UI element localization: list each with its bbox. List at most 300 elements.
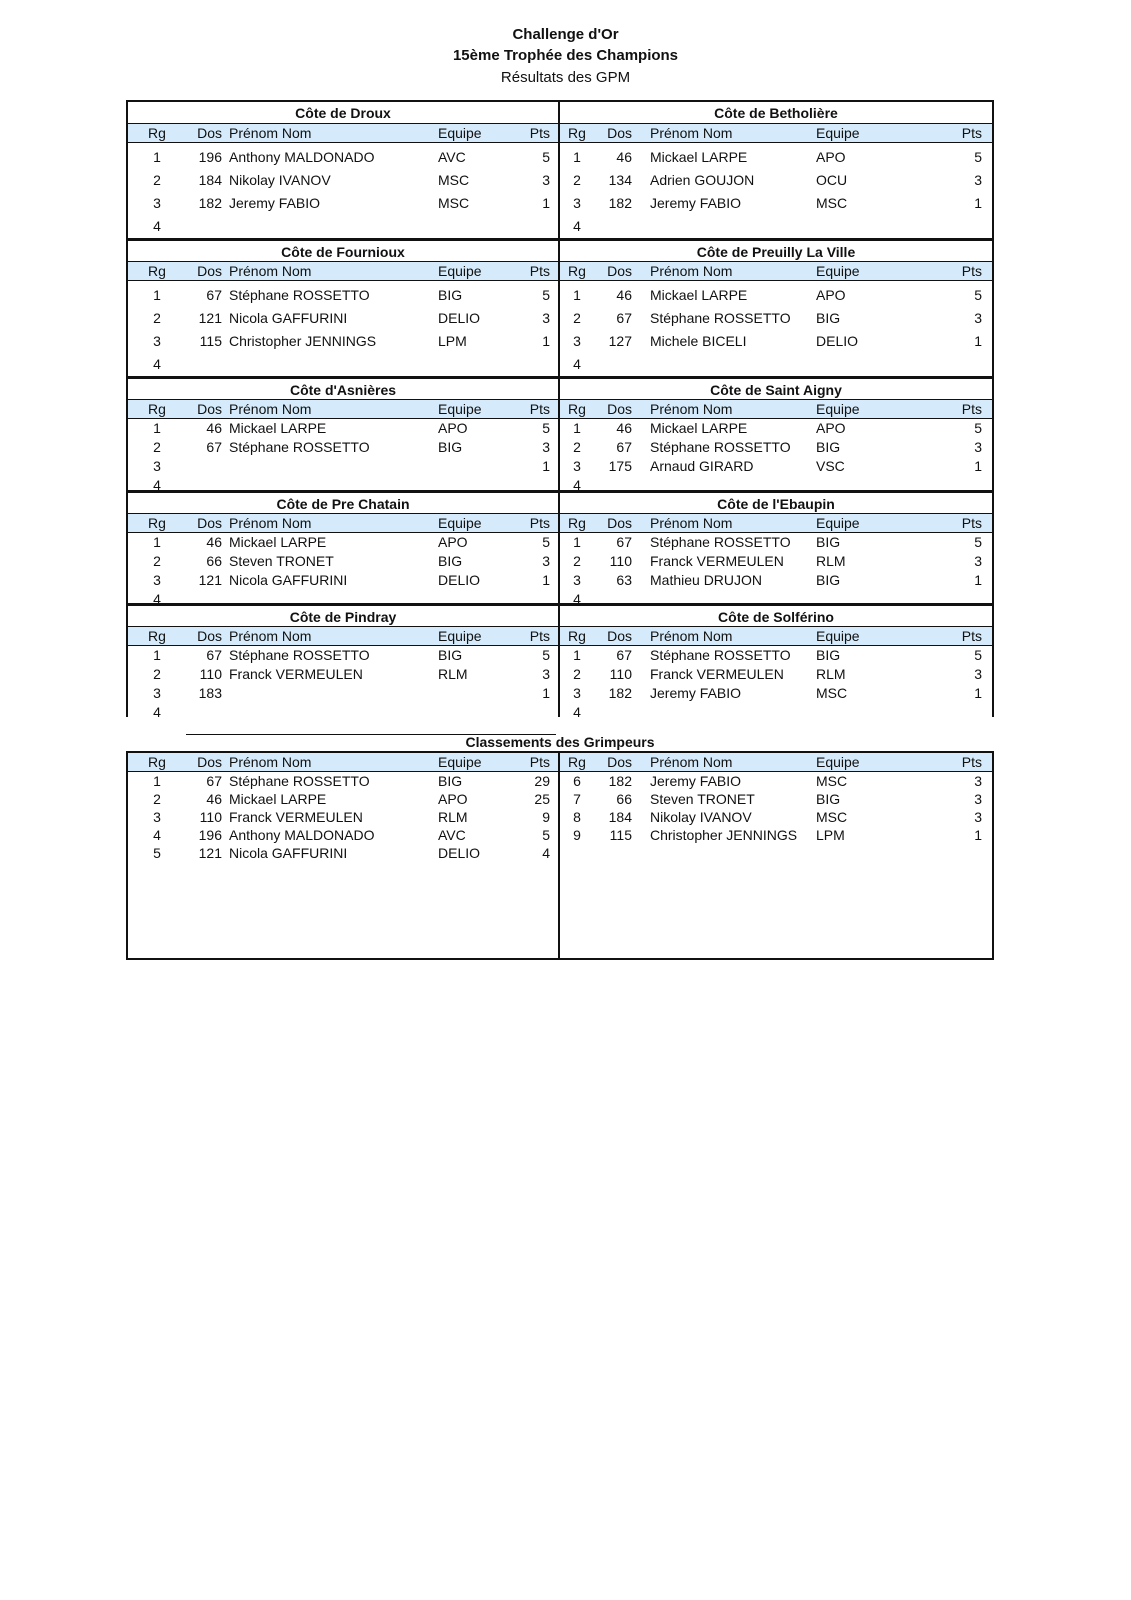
cell-dos: 46: [206, 534, 222, 550]
cell-pts: 1: [974, 572, 982, 588]
cell-dos: 121: [198, 845, 222, 861]
cell-pts: 1: [542, 572, 550, 588]
column-header-equipe: Equipe: [816, 263, 860, 279]
cell-nom: Mickael LARPE: [229, 534, 327, 550]
cell-rg: 3: [573, 685, 581, 701]
cell-pts: 1: [542, 195, 550, 211]
cell-nom: Nicola GAFFURINI: [229, 310, 348, 326]
cell-nom: Franck VERMEULEN: [650, 666, 784, 682]
cell-pts: 5: [542, 149, 550, 165]
column-header-nom: Prénom Nom: [650, 401, 733, 417]
cell-dos: 66: [206, 553, 222, 569]
cell-equipe: BIG: [816, 439, 841, 455]
table-row: [128, 330, 558, 353]
cell-nom: Steven TRONET: [229, 553, 334, 569]
table-row: [128, 772, 558, 790]
cell-rg: 3: [153, 685, 161, 701]
document-caption: Résultats des GPM: [500, 69, 631, 86]
column-header-pts: Pts: [529, 515, 550, 531]
table-row: [560, 665, 992, 684]
cell-pts: 5: [974, 287, 982, 303]
cell-rg: 2: [153, 791, 161, 807]
cell-rg: 1: [153, 647, 161, 663]
table-row: [128, 646, 558, 665]
cell-equipe: APO: [438, 791, 468, 807]
cell-pts: 5: [542, 534, 550, 550]
cell-pts: 3: [974, 666, 982, 682]
cell-pts: 1: [542, 685, 550, 701]
column-header-row: [560, 400, 992, 419]
cell-nom: Stéphane ROSSETTO: [650, 534, 791, 550]
classement-title: Classements des Grimpeurs: [465, 734, 655, 750]
column-header-pts: Pts: [961, 125, 982, 141]
climb-table-left: [128, 378, 560, 493]
cell-pts: 5: [542, 287, 550, 303]
table-row: [560, 284, 992, 307]
cell-nom: Nikolay IVANOV: [650, 809, 752, 825]
table-row: [128, 790, 558, 808]
cell-rg: 1: [573, 149, 581, 165]
climb-title: Côte d'Asnières: [128, 378, 558, 400]
cell-pts: 5: [542, 827, 550, 843]
cell-nom: Mickael LARPE: [650, 287, 748, 303]
cell-rg: 1: [153, 287, 161, 303]
cell-equipe: MSC: [438, 172, 470, 188]
cell-dos: 196: [198, 149, 222, 165]
climb-table-left: [128, 492, 560, 607]
cell-pts: 1: [974, 685, 982, 701]
table-row: [128, 192, 558, 215]
cell-equipe: BIG: [438, 287, 463, 303]
column-header-nom: Prénom Nom: [650, 754, 733, 770]
table-row: [128, 844, 558, 862]
column-header-dos: Dos: [197, 125, 222, 141]
column-header-pts: Pts: [529, 125, 550, 141]
table-row: [560, 419, 992, 438]
column-header-equipe: Equipe: [438, 515, 482, 531]
cell-nom: Christopher JENNINGS: [229, 333, 377, 349]
cell-pts: 29: [534, 773, 550, 789]
cell-equipe: DELIO: [438, 572, 481, 588]
cell-rg: 3: [153, 195, 161, 211]
column-header-dos: Dos: [607, 628, 632, 644]
cell-pts: 1: [974, 827, 982, 843]
column-header-dos: Dos: [197, 263, 222, 279]
cell-dos: 46: [206, 420, 222, 436]
cell-pts: 5: [542, 420, 550, 436]
cell-equipe: BIG: [438, 439, 463, 455]
cell-equipe: DELIO: [438, 845, 481, 861]
table-row: [128, 826, 558, 844]
column-header-rg: Rg: [568, 515, 586, 531]
cell-dos: 182: [608, 685, 632, 701]
cell-equipe: BIG: [816, 534, 841, 550]
cell-rg: 4: [153, 827, 161, 843]
column-header-nom: Prénom Nom: [650, 628, 733, 644]
cell-dos: 182: [608, 195, 632, 211]
cell-nom: Stéphane ROSSETTO: [650, 439, 791, 455]
column-header-pts: Pts: [961, 754, 982, 770]
column-header-row: [560, 124, 992, 143]
cell-rg: 3: [573, 195, 581, 211]
table-row: [128, 353, 558, 376]
climb-title: Côte de Pindray: [128, 605, 558, 627]
column-header-rg: Rg: [568, 754, 586, 770]
cell-pts: 3: [542, 439, 550, 455]
classement-table: [126, 751, 994, 960]
cell-rg: 2: [573, 172, 581, 188]
table-row: [128, 533, 558, 552]
climb-block: [126, 240, 994, 378]
table-row: [560, 330, 992, 353]
column-header-nom: Prénom Nom: [229, 125, 312, 141]
cell-equipe: BIG: [816, 572, 841, 588]
cell-nom: Mickael LARPE: [229, 420, 327, 436]
classement-right: [560, 753, 992, 958]
cell-dos: 196: [198, 827, 222, 843]
cell-rg: 4: [153, 218, 161, 234]
column-header-pts: Pts: [961, 401, 982, 417]
climb-table-right: [560, 378, 992, 493]
climb-title: Côte de Preuilly La Ville: [560, 240, 992, 262]
column-header-row: [560, 262, 992, 281]
climb-block: [126, 378, 994, 492]
cell-dos: 67: [616, 439, 632, 455]
cell-pts: 1: [974, 458, 982, 474]
cell-equipe: RLM: [816, 666, 846, 682]
column-header-equipe: Equipe: [438, 401, 482, 417]
cell-pts: 3: [542, 553, 550, 569]
cell-rg: 8: [573, 809, 581, 825]
cell-nom: Anthony MALDONADO: [229, 149, 375, 165]
cell-rg: 1: [153, 534, 161, 550]
column-header-row: [560, 514, 992, 533]
column-header-rg: Rg: [148, 263, 166, 279]
climb-table-left: [128, 102, 560, 238]
cell-dos: 183: [198, 685, 222, 701]
column-header-rg: Rg: [568, 263, 586, 279]
table-row: [560, 457, 992, 476]
cell-equipe: MSC: [438, 195, 470, 211]
column-header-row: [128, 627, 558, 646]
climb-block: [126, 492, 994, 605]
cell-nom: Jeremy FABIO: [229, 195, 321, 211]
table-row: [560, 169, 992, 192]
climb-table-right: [560, 605, 992, 720]
cell-equipe: APO: [816, 287, 846, 303]
cell-pts: 3: [974, 172, 982, 188]
cell-rg: 4: [153, 591, 161, 607]
climb-block: [126, 605, 994, 720]
table-row: [128, 703, 558, 722]
cell-pts: 3: [542, 310, 550, 326]
table-row: [560, 808, 992, 826]
cell-pts: 3: [974, 553, 982, 569]
cell-pts: 5: [974, 647, 982, 663]
table-row: [560, 146, 992, 169]
cell-dos: 115: [199, 333, 222, 349]
cell-dos: 67: [616, 647, 632, 663]
column-header-equipe: Equipe: [438, 754, 482, 770]
cell-rg: 3: [153, 458, 161, 474]
column-header-equipe: Equipe: [816, 628, 860, 644]
column-header-dos: Dos: [607, 754, 632, 770]
cell-dos: 110: [199, 666, 222, 682]
cell-rg: 2: [153, 553, 161, 569]
climb-title: Côte de l'Ebaupin: [560, 492, 992, 514]
cell-rg: 4: [573, 218, 581, 234]
cell-rg: 1: [573, 420, 581, 436]
cell-equipe: RLM: [438, 809, 468, 825]
cell-rg: 1: [573, 647, 581, 663]
classement-left: [128, 753, 560, 958]
column-header-dos: Dos: [197, 628, 222, 644]
climb-title: Côte de Saint Aigny: [560, 378, 992, 400]
cell-dos: 46: [616, 420, 632, 436]
cell-equipe: LPM: [816, 827, 845, 843]
cell-nom: Nicola GAFFURINI: [229, 845, 348, 861]
cell-equipe: BIG: [438, 647, 463, 663]
table-row: [128, 169, 558, 192]
cell-pts: 3: [974, 310, 982, 326]
table-row: [560, 684, 992, 703]
cell-pts: 5: [974, 420, 982, 436]
cell-nom: Jeremy FABIO: [650, 195, 742, 211]
cell-equipe: LPM: [438, 333, 467, 349]
cell-pts: 3: [974, 809, 982, 825]
cell-rg: 1: [153, 149, 161, 165]
cell-nom: Adrien GOUJON: [650, 172, 755, 188]
column-header-nom: Prénom Nom: [229, 401, 312, 417]
column-header-row: [560, 753, 992, 772]
cell-rg: 4: [573, 356, 581, 372]
cell-rg: 5: [153, 845, 161, 861]
cell-equipe: MSC: [816, 195, 848, 211]
cell-equipe: DELIO: [438, 310, 481, 326]
cell-nom: Arnaud GIRARD: [650, 458, 754, 474]
cell-equipe: MSC: [816, 773, 848, 789]
column-header-rg: Rg: [148, 628, 166, 644]
cell-equipe: RLM: [438, 666, 468, 682]
cell-dos: 121: [198, 572, 222, 588]
table-row: [560, 646, 992, 665]
cell-pts: 5: [974, 149, 982, 165]
cell-rg: 7: [573, 791, 581, 807]
cell-rg: 2: [573, 553, 581, 569]
cell-rg: 2: [573, 439, 581, 455]
cell-equipe: AVC: [438, 827, 466, 843]
climb-table-right: [560, 492, 992, 607]
cell-equipe: BIG: [438, 553, 463, 569]
cell-nom: Franck VERMEULEN: [229, 809, 363, 825]
cell-rg: 2: [573, 666, 581, 682]
cell-dos: 110: [199, 809, 222, 825]
cell-equipe: VSC: [816, 458, 845, 474]
cell-nom: Mickael LARPE: [229, 791, 327, 807]
column-header-nom: Prénom Nom: [650, 263, 733, 279]
column-header-rg: Rg: [568, 628, 586, 644]
cell-pts: 3: [974, 439, 982, 455]
cell-nom: Stéphane ROSSETTO: [650, 310, 791, 326]
cell-rg: 1: [153, 773, 161, 789]
table-row: [128, 457, 558, 476]
cell-pts: 1: [974, 333, 982, 349]
cell-dos: 46: [616, 149, 632, 165]
column-header-row: [128, 262, 558, 281]
cell-rg: 6: [573, 773, 581, 789]
column-header-nom: Prénom Nom: [229, 515, 312, 531]
column-header-pts: Pts: [961, 263, 982, 279]
column-header-row: [128, 124, 558, 143]
cell-equipe: APO: [816, 420, 846, 436]
cell-equipe: APO: [816, 149, 846, 165]
table-row: [560, 353, 992, 376]
cell-dos: 63: [616, 572, 632, 588]
cell-dos: 67: [206, 287, 222, 303]
cell-rg: 2: [153, 310, 161, 326]
column-header-row: [128, 753, 558, 772]
climb-block: [126, 100, 994, 240]
climb-table-left: [128, 240, 560, 376]
column-header-pts: Pts: [961, 515, 982, 531]
table-row: [128, 419, 558, 438]
cell-rg: 2: [153, 439, 161, 455]
cell-nom: Jeremy FABIO: [650, 685, 742, 701]
cell-dos: 175: [608, 458, 632, 474]
cell-nom: Franck VERMEULEN: [650, 553, 784, 569]
table-row: [128, 571, 558, 590]
cell-nom: Franck VERMEULEN: [229, 666, 363, 682]
table-row: [560, 215, 992, 238]
column-header-dos: Dos: [607, 515, 632, 531]
cell-dos: 115: [609, 827, 632, 843]
climb-title: Côte de Betholière: [560, 102, 992, 124]
column-header-nom: Prénom Nom: [650, 515, 733, 531]
cell-nom: Stéphane ROSSETTO: [650, 647, 791, 663]
cell-dos: 67: [616, 310, 632, 326]
cell-dos: 182: [198, 195, 222, 211]
cell-rg: 9: [573, 827, 581, 843]
cell-dos: 46: [616, 287, 632, 303]
cell-pts: 1: [542, 333, 550, 349]
cell-dos: 110: [609, 666, 632, 682]
cell-equipe: APO: [438, 420, 468, 436]
cell-dos: 67: [206, 439, 222, 455]
cell-dos: 110: [609, 553, 632, 569]
table-row: [128, 684, 558, 703]
cell-pts: 3: [974, 773, 982, 789]
cell-equipe: BIG: [816, 791, 841, 807]
column-header-dos: Dos: [197, 754, 222, 770]
cell-pts: 5: [974, 534, 982, 550]
cell-nom: Christopher JENNINGS: [650, 827, 798, 843]
cell-pts: 4: [542, 845, 550, 861]
cell-rg: 3: [573, 572, 581, 588]
table-row: [560, 790, 992, 808]
column-header-nom: Prénom Nom: [229, 628, 312, 644]
cell-equipe: AVC: [438, 149, 466, 165]
column-header-row: [128, 514, 558, 533]
column-header-dos: Dos: [197, 401, 222, 417]
cell-nom: Mickael LARPE: [650, 149, 748, 165]
column-header-rg: Rg: [148, 125, 166, 141]
cell-pts: 5: [542, 647, 550, 663]
cell-equipe: MSC: [816, 809, 848, 825]
column-header-dos: Dos: [607, 401, 632, 417]
column-header-dos: Dos: [197, 515, 222, 531]
cell-rg: 4: [573, 591, 581, 607]
cell-equipe: DELIO: [816, 333, 859, 349]
cell-rg: 4: [153, 477, 161, 493]
column-header-dos: Dos: [607, 263, 632, 279]
column-header-equipe: Equipe: [438, 628, 482, 644]
cell-nom: Mickael LARPE: [650, 420, 748, 436]
column-header-equipe: Equipe: [438, 125, 482, 141]
cell-nom: Stéphane ROSSETTO: [229, 287, 370, 303]
cell-equipe: OCU: [816, 172, 848, 188]
column-header-equipe: Equipe: [816, 125, 860, 141]
column-header-rg: Rg: [568, 125, 586, 141]
cell-pts: 1: [542, 458, 550, 474]
climb-title: Côte de Pre Chatain: [128, 492, 558, 514]
table-row: [128, 146, 558, 169]
cell-dos: 182: [608, 773, 632, 789]
table-row: [128, 552, 558, 571]
cell-equipe: BIG: [438, 773, 463, 789]
climb-table-right: [560, 102, 992, 238]
cell-nom: Stéphane ROSSETTO: [229, 439, 370, 455]
table-row: [560, 192, 992, 215]
column-header-pts: Pts: [961, 628, 982, 644]
cell-rg: 3: [573, 458, 581, 474]
cell-dos: 67: [206, 647, 222, 663]
cell-equipe: RLM: [816, 553, 846, 569]
table-row: [128, 215, 558, 238]
cell-nom: Anthony MALDONADO: [229, 827, 375, 843]
table-row: [128, 665, 558, 684]
table-row: [128, 808, 558, 826]
cell-rg: 4: [153, 356, 161, 372]
cell-dos: 184: [608, 809, 632, 825]
table-row: [560, 438, 992, 457]
cell-rg: 2: [573, 310, 581, 326]
cell-equipe: BIG: [816, 310, 841, 326]
cell-rg: 3: [573, 333, 581, 349]
table-row: [560, 826, 992, 844]
cell-dos: 46: [206, 791, 222, 807]
cell-dos: 67: [616, 534, 632, 550]
document-title: Challenge d'Or: [512, 26, 619, 43]
climb-title: Côte de Droux: [128, 102, 558, 124]
cell-pts: 1: [974, 195, 982, 211]
column-header-rg: Rg: [568, 401, 586, 417]
cell-rg: 2: [153, 172, 161, 188]
cell-pts: 3: [542, 172, 550, 188]
cell-nom: Michele BICELI: [650, 333, 747, 349]
column-header-nom: Prénom Nom: [650, 125, 733, 141]
column-header-pts: Pts: [529, 263, 550, 279]
climb-title: Côte de Fournioux: [128, 240, 558, 262]
cell-rg: 1: [573, 287, 581, 303]
cell-rg: 3: [153, 572, 161, 588]
column-header-rg: Rg: [148, 401, 166, 417]
cell-dos: 67: [206, 773, 222, 789]
cell-dos: 127: [608, 333, 632, 349]
column-header-dos: Dos: [607, 125, 632, 141]
cell-pts: 3: [542, 666, 550, 682]
cell-rg: 1: [573, 534, 581, 550]
cell-pts: 3: [974, 791, 982, 807]
